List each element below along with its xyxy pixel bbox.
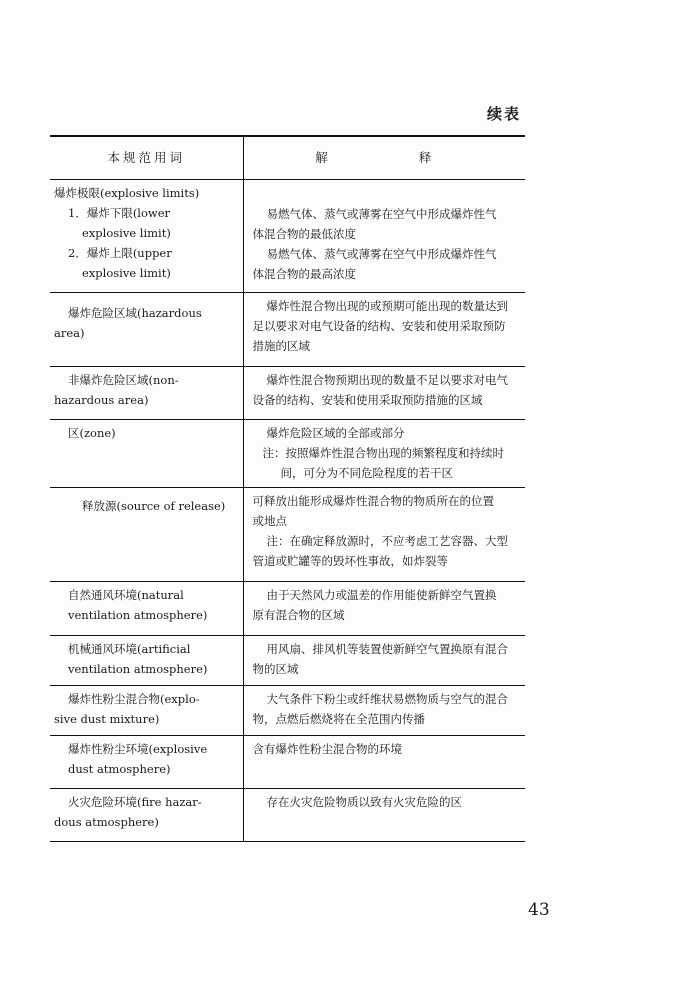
definition-cell [243,293,525,367]
table-row [50,293,525,367]
table-row [50,686,525,736]
term-line: hazardous area) [54,393,149,407]
table-row [50,488,525,582]
terms-table [50,135,525,842]
def-line: 体混合物的最低浓度 [252,227,356,241]
term-line: area) [54,326,85,340]
def-line: 爆炸危险区域的全部或部分 [266,426,405,440]
definition-cell [243,736,525,789]
def-line: 由于天然风力或温差的作用能使新鲜空气置换 [266,588,497,602]
def-note-line: 管道或贮罐等的毁坏性事故，如炸裂等 [252,554,448,568]
definition-cell [243,420,525,488]
def-line: 足以要求对电气设备的结构、安装和使用采取预防 [252,319,506,333]
def-line: 原有混合物的区域 [252,608,345,622]
term-line: dust atmosphere) [68,762,171,776]
table-row [50,582,525,636]
header-definition: 解 释 [315,150,454,165]
def-note-line: 间，可分为不同危险程度的若干区 [280,466,453,480]
term-cell [50,582,243,636]
def-line: 措施的区域 [252,339,310,353]
term-line: dous atmosphere) [54,815,159,829]
term-line: 非爆炸危险区域(non- [68,373,179,387]
term-line: 火灾危险环境(fire hazar- [68,795,202,809]
term-line: 机械通风环境(artificial [68,642,191,656]
def-line: 含有爆炸性粉尘混合物的环境 [252,742,402,756]
definition-cell [243,367,525,420]
def-line: 物的区域 [252,662,299,676]
def-line: 爆炸性混合物出现的或预期可能出现的数量达到 [266,299,508,313]
term-cell [50,293,243,367]
continued-label: 续表 [487,105,522,123]
term-line: explosive limit) [82,226,171,240]
table-row [50,789,525,842]
def-line: 存在火灾危险物质以致有火灾危险的区 [266,795,462,809]
def-note-line: 注：在确定释放源时，不应考虑工艺容器、大型 [266,534,508,548]
table-row [50,367,525,420]
term-line: 爆炸性粉尘环境(explosive [68,742,208,756]
table-row [50,420,525,488]
def-line: 易燃气体、蒸气或薄雾在空气中形成爆炸性气 [266,247,497,261]
page-number: 43 [528,900,550,920]
term-cell [50,789,243,842]
definition-cell [243,686,525,736]
def-line: 或地点 [252,514,287,528]
def-line: 爆炸性混合物预期出现的数量不足以要求对电气 [266,373,508,387]
term-cell [50,736,243,789]
term-cell [50,367,243,420]
term-line: 爆炸性粉尘混合物(explo- [68,692,200,706]
def-line: 体混合物的最高浓度 [252,267,356,281]
table-row [50,636,525,686]
term-line: explosive limit) [82,266,171,280]
def-note-line: 注：按照爆炸性混合物出现的频繁程度和持续时 [262,446,504,460]
table-row [50,180,525,293]
def-line: 易燃气体、蒸气或薄雾在空气中形成爆炸性气 [266,207,497,221]
definition-cell [243,180,525,293]
def-line: 设备的结构、安装和使用采取预防措施的区域 [252,393,483,407]
term-line: ventilation atmosphere) [68,662,208,676]
term-line: 1．爆炸下限(lower [68,206,171,220]
term-line: 爆炸危险区域(hazardous [68,306,202,320]
term-line: 区(zone) [68,426,116,440]
def-line: 可释放出能形成爆炸性混合物的物质所在的位置 [252,494,494,508]
term-line: 爆炸极限(explosive limits) [54,186,200,200]
header-term: 本规范用词 [50,136,243,180]
table-header-row [50,136,525,180]
definition-cell [243,488,525,582]
term-cell [50,686,243,736]
def-line: 大气条件下粉尘或纤维状易燃物质与空气的混合 [266,692,508,706]
term-line: 2．爆炸上限(upper [68,246,172,260]
term-cell [50,180,243,293]
table-row [50,736,525,789]
term-line: sive dust mixture) [54,712,160,726]
term-line: 释放源(source of release) [82,499,226,513]
term-cell [50,488,243,582]
definition-cell [243,582,525,636]
term-cell [50,420,243,488]
definition-cell [243,789,525,842]
term-line: ventilation atmosphere) [68,608,208,622]
term-cell [50,636,243,686]
term-line: 自然通风环境(natural [68,588,184,602]
def-line: 物，点燃后燃烧将在全范围内传播 [252,712,425,726]
def-line: 用风扇、排风机等装置使新鲜空气置换原有混合 [266,642,508,656]
definition-cell [243,636,525,686]
